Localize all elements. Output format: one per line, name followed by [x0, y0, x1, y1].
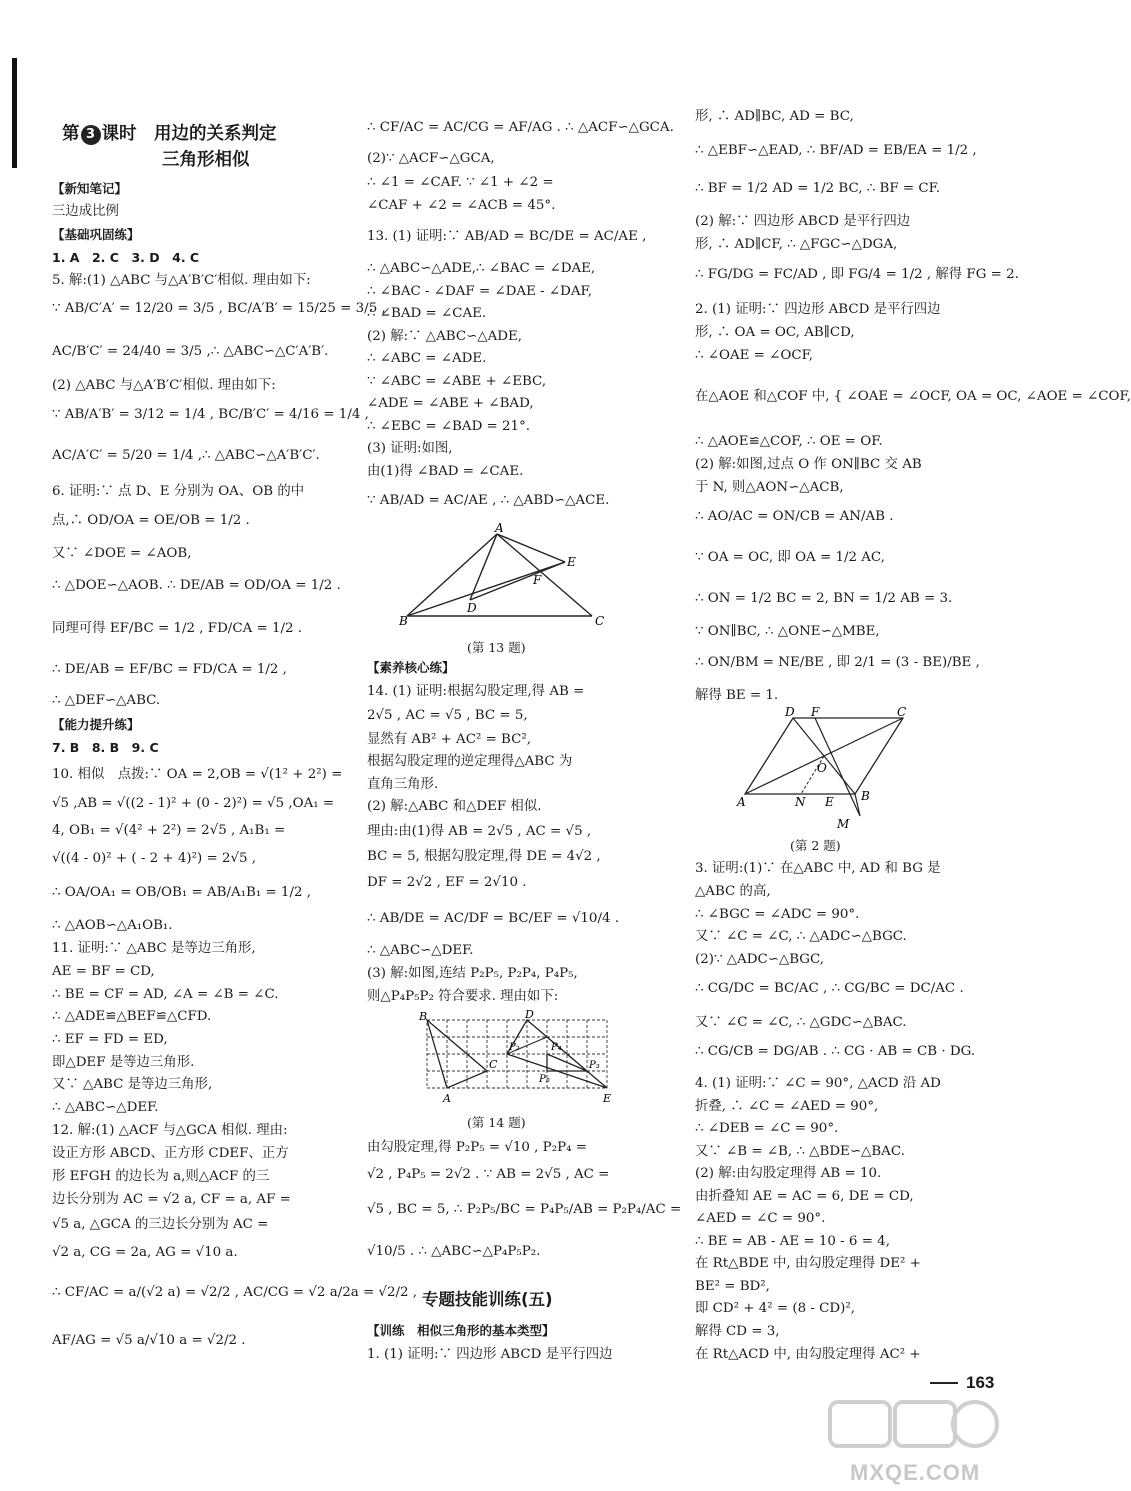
text-line: ∵ ON∥BC, ∴ △ONE∽△MBE, — [695, 624, 880, 639]
text-line: △ABC 的高, — [695, 884, 771, 899]
text-line: 1. (1) 证明:∵ 四边形 ABCD 是平行四边 — [367, 1347, 613, 1362]
text-line: 显然有 AB² + AC² = BC², — [367, 732, 532, 747]
text-line: (3) 解:如图,连结 P₂P₅, P₂P₄, P₄P₅, — [367, 966, 578, 981]
label-O: O — [817, 761, 827, 775]
formula-line: ∴ AO/AC = ON/CB = AN/AB . — [695, 509, 894, 524]
text-line: 又∵ ∠B = ∠B, ∴ △BDE∽△BAC. — [695, 1144, 905, 1159]
formula-line: ∴ CG/DC = BC/AC , ∴ CG/BC = DC/AC . — [695, 981, 964, 996]
text-line: (2) 解:∵ 四边形 ABCD 是平行四边 — [695, 214, 911, 229]
edge-AE — [497, 534, 565, 562]
text-line: ∴ EF = FD = ED, — [52, 1032, 168, 1047]
formula-line: 13. (1) 证明:∵ AB/AD = BC/DE = AC/AE , — [367, 229, 647, 244]
section-title: 专题技能训练(五) — [422, 1290, 553, 1309]
formula-line: AF/AG = √5 a/√10 a = √2/2 . — [52, 1333, 246, 1348]
text-line: BE² = BD², — [695, 1279, 770, 1294]
margin-bar — [12, 58, 17, 168]
formula-line: ∵ AB/C′A′ = 12/20 = 3/5 , BC/A′B′ = 15/25 = 3/5 , — [52, 301, 386, 316]
text-line: 又∵ ∠C = ∠C, ∴ △GDC∽△BAC. — [695, 1015, 907, 1030]
text-line: (2) 解:如图,过点 O 作 ON∥BC 交 AB — [695, 457, 922, 472]
edge-BE — [407, 562, 565, 616]
text-line: ∴ ∠BAD = ∠CAE. — [367, 306, 487, 321]
text-line: ∠CAF + ∠2 = ∠ACB = 45°. — [367, 198, 556, 213]
text-line: BC = 5, 根据勾股定理,得 DE = 4√2 , — [367, 849, 601, 864]
text-line: 10. 相似 点拨:∵ OA = 2,OB = √(1² + 2²) = — [52, 767, 343, 782]
text-line: 则△P₄P₅P₂ 符合要求. 理由如下: — [367, 989, 559, 1004]
text-line: 由折叠知 AE = AC = 6, DE = CD, — [695, 1189, 914, 1204]
label-B: B — [861, 789, 870, 803]
lesson-title-line2: 三角形相似 — [162, 150, 250, 170]
formula-line: ∴ CF/AC = a/(√2 a) = √2/2 , AC/CG = √2 a/2a = √2/2 , — [52, 1285, 418, 1300]
text-line: 解得 CD = 3, — [695, 1324, 780, 1339]
label-D: D — [785, 705, 795, 719]
text-line: (2)∵ △ADC∽△BGC, — [695, 952, 825, 967]
figure-caption: (第 13 题) — [467, 640, 526, 655]
text-line: 在 Rt△ACD 中, 由勾股定理得 AC² + — [695, 1347, 921, 1362]
formula-line: √((4 - 0)² + ( - 2 + 4)²) = 2√5 , — [52, 851, 257, 866]
text-line: √2 , P₄P₅ = 2√2 . ∵ AB = 2√5 , AC = — [367, 1167, 610, 1182]
figure-caption: (第 14 题) — [467, 1115, 526, 1130]
formula-line: ∴ DE/AB = EF/BC = FD/CA = 1/2 , — [52, 662, 287, 677]
text-line: (2)∵ △ACF∽△GCA, — [367, 151, 495, 166]
text-line: ∴ ∠DEB = ∠C = 90°. — [695, 1121, 839, 1136]
label-A: A — [495, 521, 504, 535]
text-line: ∴ △ABC∽△DEF. — [367, 943, 474, 958]
figure-13 — [397, 522, 642, 637]
text-line: 5. 解:(1) △ABC 与△A′B′C′相似. 理由如下: — [52, 273, 311, 288]
formula-line: √5 , BC = 5, ∴ P₂P₅/BC = P₄P₅/AB = P₂P₄/AC = — [367, 1202, 682, 1217]
formula-line: ∴ CF/AC = AC/CG = AF/AG . ∴ △ACF∽△GCA. — [367, 120, 674, 135]
label-M: M — [837, 817, 850, 831]
text-line: 设正方形 ABCD、正方形 CDEF、正方 — [52, 1146, 289, 1161]
text-line: 在△AOE 和△COF 中, { ∠OAE = ∠OCF, OA = OC, ∠AOE = ∠COF, — [695, 389, 1131, 404]
label-F: F — [811, 705, 820, 719]
formula-line: ∴ ON = 1/2 BC = 2, BN = 1/2 AB = 3. — [695, 591, 953, 606]
answer-line: 1. A 2. C 3. D 4. C — [52, 250, 200, 265]
text-line: ∠ADE = ∠ABE + ∠BAD, — [367, 396, 534, 411]
text-line: 形 EFGH 的边长为 a,则△ACF 的三 — [52, 1169, 270, 1184]
text-line: ∴ △ABC∽△DEF. — [52, 1100, 159, 1115]
text-line: 14. (1) 证明:根据勾股定理,得 AB = — [367, 684, 585, 699]
section-heading: 【素养核心练】 — [367, 660, 455, 675]
section-heading: 【基础巩固练】 — [52, 227, 140, 242]
formula-line: √10/5 . ∴ △ABC∽△P₄P₅P₂. — [367, 1244, 541, 1259]
label-D: D — [525, 1008, 534, 1021]
text-line: 形, ∴ OA = OC, AB∥CD, — [695, 325, 855, 340]
page-number-dash — [930, 1382, 958, 1384]
section-heading: 【新知笔记】 — [52, 181, 128, 196]
label-C: C — [595, 614, 605, 628]
page-number: 163 — [966, 1373, 995, 1392]
text-line: 由(1)得 ∠BAD = ∠CAE. — [367, 464, 524, 479]
text-line: 又∵ ∠DOE = ∠AOB, — [52, 546, 192, 561]
text-line: 在 Rt△BDE 中, 由勾股定理得 DE² + — [695, 1256, 921, 1271]
label-A: A — [737, 795, 746, 809]
text-line: 即 CD² + 4² = (8 - CD)², — [695, 1301, 855, 1316]
text-line: 又∵ ∠C = ∠C, ∴ △ADC∽△BGC. — [695, 929, 907, 944]
text-line: 即△DEF 是等边三角形. — [52, 1055, 195, 1070]
formula-line: ∵ OA = OC, 即 OA = 1/2 AC, — [695, 550, 885, 565]
text-line: ∴ △AOB∽△A₁OB₁. — [52, 918, 173, 933]
formula-line: ∴ ON/BM = NE/BE , 即 2/1 = (3 - BE)/BE , — [695, 655, 980, 670]
formula-line: 点,∴ OD/OA = OE/OB = 1/2 . — [52, 513, 250, 528]
text-line: 6. 证明:∵ 点 D、E 分别为 OA、OB 的中 — [52, 484, 305, 499]
text-line: 又∵ △ABC 是等边三角形, — [52, 1077, 213, 1092]
figure-caption: (第 2 题) — [790, 838, 841, 853]
answer-line: 7. B 8. B 9. C — [52, 740, 159, 755]
text-line: 根据勾股定理的逆定理得△ABC 为 — [367, 754, 573, 769]
text-line: (3) 证明:如图, — [367, 441, 453, 456]
text-line: 三边成比例 — [52, 204, 119, 219]
label-A: A — [443, 1092, 451, 1105]
text-line: ∴ △DEF∽△ABC. — [52, 693, 161, 708]
text-line: 4. (1) 证明:∵ ∠C = 90°, △ACD 沿 AD — [695, 1076, 941, 1091]
text-line: 2√5 , AC = √5 , BC = 5, — [367, 708, 528, 723]
lesson-prefix: 第 — [62, 124, 80, 144]
lesson-title-line1: 课时 用边的关系判定 — [101, 124, 277, 144]
section-heading: 【训练 相似三角形的基本类型】 — [367, 1323, 555, 1338]
text-line: ∵ ∠ABC = ∠ABE + ∠EBC, — [367, 374, 547, 389]
formula-line: ∴ BF = 1/2 AD = 1/2 BC, ∴ BF = CF. — [695, 181, 941, 196]
formula-line: ∵ AB/AD = AC/AE , ∴ △ABD∽△ACE. — [367, 493, 610, 508]
text-line: ∴ ∠EBC = ∠BAD = 21°. — [367, 419, 531, 434]
text-line: ∴ △AOE≌△COF, ∴ OE = OF. — [695, 434, 883, 449]
formula-line: ∴ AB/DE = AC/DF = BC/EF = √10/4 . — [367, 911, 619, 926]
formula-line: ∵ AB/A′B′ = 3/12 = 1/4 , BC/B′C′ = 4/16 = 1/4 , — [52, 407, 369, 422]
text-line: AE = BF = CD, — [52, 964, 155, 979]
lesson-number-badge: 3 — [81, 125, 101, 145]
text-line: (2) 解:△ABC 和△DEF 相似. — [367, 799, 542, 814]
label-E: E — [567, 555, 576, 569]
text-line: 12. 解:(1) △ACF 与△GCA 相似. 理由: — [52, 1123, 288, 1138]
text-line: 3. 证明:(1)∵ 在△ABC 中, AD 和 BG 是 — [695, 861, 941, 876]
text-line: (2) 解:∵ △ABC∽△ADE, — [367, 329, 523, 344]
text-line: ∴ ∠BAC - ∠DAF = ∠DAE - ∠DAF, — [367, 284, 592, 299]
watermark-text: MXQE.COM — [850, 1460, 981, 1485]
text-line: 理由:由(1)得 AB = 2√5 , AC = √5 , — [367, 824, 592, 839]
lesson-title — [62, 120, 277, 145]
label-P4: P₄ — [551, 1042, 562, 1053]
text-line: ∴ ∠BGC = ∠ADC = 90°. — [695, 907, 860, 922]
text-line: 直角三角形. — [367, 777, 439, 792]
label-B: B — [399, 614, 408, 628]
label-E: E — [603, 1092, 612, 1105]
formula-line: ∴ △DOE∽△AOB. ∴ DE/AB = OD/OA = 1/2 . — [52, 578, 341, 593]
edge-AC — [497, 534, 592, 616]
text-line: ∴ ∠ABC = ∠ADE. — [367, 351, 487, 366]
edge-AB — [407, 534, 497, 616]
formula-line: 4, OB₁ = √(4² + 2²) = 2√5 , A₁B₁ = — [52, 823, 286, 838]
label-P5: P₅ — [539, 1074, 550, 1085]
label-D: D — [467, 601, 477, 615]
text-line: ∴ BE = CF = AD, ∠A = ∠B = ∠C. — [52, 987, 279, 1002]
label-E: E — [825, 795, 834, 809]
text-line: (2) 解:由勾股定理得 AB = 10. — [695, 1166, 882, 1181]
label-F: F — [533, 573, 542, 587]
text-line: DF = 2√2 , EF = 2√10 . — [367, 875, 527, 890]
formula-line: 同理可得 EF/BC = 1/2 , FD/CA = 1/2 . — [52, 621, 303, 636]
text-line: 形, ∴ AD∥BC, AD = BC, — [695, 109, 854, 124]
label-B: B — [419, 1010, 428, 1023]
text-line: 于 N, 则△AON∽△ACB, — [695, 480, 844, 495]
text-line: 11. 证明:∵ △ABC 是等边三角形, — [52, 941, 256, 956]
formula-line: √5 ,AB = √((2 - 1)² + (0 - 2)²) = √5 ,OA₁ = — [52, 796, 335, 811]
formula-line: AC/B′C′ = 24/40 = 3/5 ,∴ △ABC∽△C′A′B′. — [52, 344, 329, 359]
text-line: ∴ ∠OAE = ∠OCF, — [695, 348, 814, 363]
text-line: ∠AED = ∠C = 90°. — [695, 1211, 826, 1226]
text-line: ∴ BE = AB - AE = 10 - 6 = 4, — [695, 1234, 890, 1249]
text-line: ∴ △ABC∽△ADE,∴ ∠BAC = ∠DAE, — [367, 261, 596, 276]
formula-line: ∴ FG/DG = FC/AD , 即 FG/4 = 1/2 , 解得 FG = 2. — [695, 267, 1019, 282]
text-line: (2) △ABC 与△A′B′C′相似. 理由如下: — [52, 378, 276, 393]
text-line: 折叠, ∴ ∠C = ∠AED = 90°, — [695, 1099, 879, 1114]
dashed-grid — [427, 1020, 607, 1088]
label-C: C — [897, 705, 907, 719]
formula-line: AC/A′C′ = 5/20 = 1/4 ,∴ △ABC∽△A′B′C′. — [52, 448, 320, 463]
text-line: √2 a, CG = 2a, AG = √10 a. — [52, 1245, 238, 1260]
text-line: 边长分别为 AC = √2 a, CF = a, AF = — [52, 1192, 291, 1207]
text-line: 形, ∴ AD∥CF, ∴ △FGC∽△DGA, — [695, 237, 898, 252]
text-line: 由勾股定理,得 P₂P₅ = √10 , P₂P₄ = — [367, 1140, 587, 1155]
label-N: N — [795, 795, 806, 809]
label-C: C — [489, 1058, 498, 1071]
text-line: √5 a, △GCA 的三边长分别为 AC = — [52, 1217, 269, 1232]
text-line: ∴ ∠1 = ∠CAF. ∵ ∠1 + ∠2 = — [367, 175, 554, 190]
formula-line: ∴ △EBF∽△EAD, ∴ BF/AD = EB/EA = 1/2 , — [695, 143, 977, 158]
label-P3: P₃ — [589, 1060, 600, 1071]
section-heading: 【能力提升练】 — [52, 717, 140, 732]
figure-14-grid — [417, 1010, 617, 1110]
figure-2 — [735, 706, 915, 831]
formula-line: ∴ CG/CB = DG/AB . ∴ CG · AB = CB · DG. — [695, 1044, 976, 1059]
text-line: 解得 BE = 1. — [695, 688, 779, 703]
text-line: ∴ △ADE≌△BEF≌△CFD. — [52, 1009, 212, 1024]
text-line: 2. (1) 证明:∵ 四边形 ABCD 是平行四边 — [695, 302, 941, 317]
formula-line: ∴ OA/OA₁ = OB/OB₁ = AB/A₁B₁ = 1/2 , — [52, 885, 311, 900]
label-P2: P₂ — [509, 1042, 520, 1053]
